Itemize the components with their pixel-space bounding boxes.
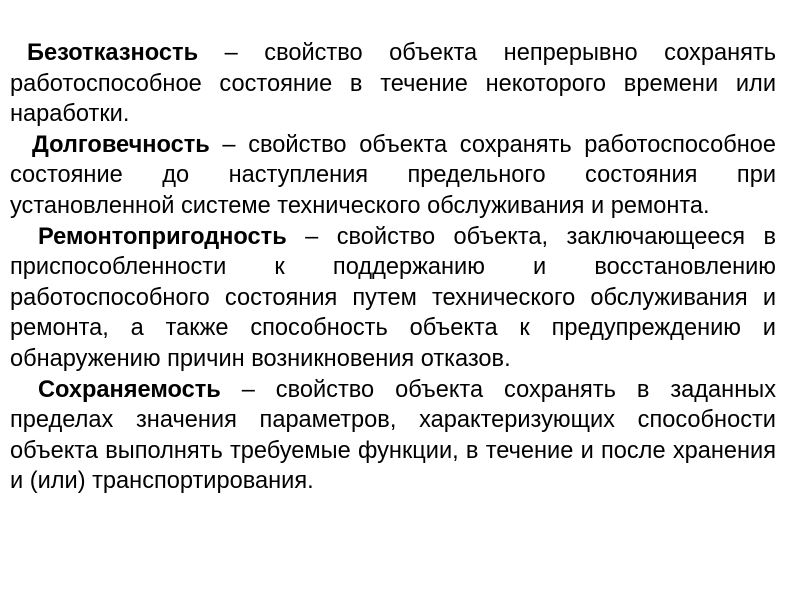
definition-text-remontoprigodnost: – свойство объекта, заключающееся в приспособленности к поддержанию и восстановлению работоспособного состояния путем технического обслуживания и ремонта, а также способность объекта к предупреждению и обнаружению причин возникновения отказов. (10, 223, 776, 372)
definition-text-dolgovechnost: – свойство объекта сохранять работоспособное состояние до наступления предельного состояния при установленной системе технического обслуживания и ремонта. (10, 131, 776, 219)
definition-text-sokhranyaemost: – свойство объекта сохранять в заданных пределах значения параметров, характеризующих способности объекта выполнять требуемые функции, в течение и после хранения и (или) транспортирования. (10, 376, 776, 495)
term-dolgovechnost: Долговечность (32, 131, 210, 158)
term-remontoprigodnost: Ремонтопригодность (38, 223, 287, 250)
definition-text-bezotkaznost: – свойство объекта непрерывно сохранять работоспособное состояние в течение некоторого времени или наработки. (10, 40, 776, 128)
definition-paragraph-storability (10, 375, 776, 497)
term-bezotkaznost: Безотказность (27, 40, 199, 66)
definition-paragraph-durability (10, 130, 776, 222)
slide-body (10, 38, 776, 497)
term-sokhranyaemost: Сохраняемость (38, 376, 221, 403)
definition-paragraph-reliability (10, 38, 776, 130)
definition-paragraph-maintainability (10, 222, 776, 375)
